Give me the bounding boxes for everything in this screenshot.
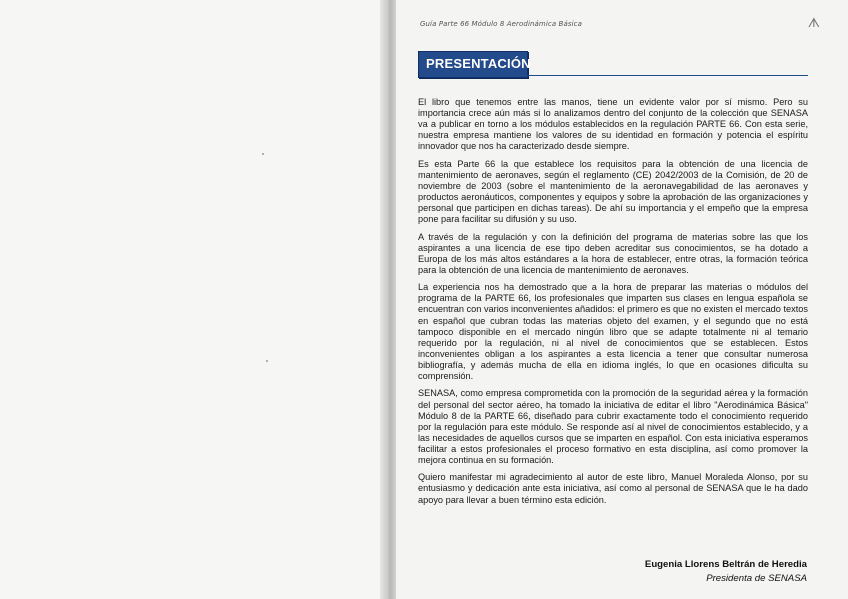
title-underline [526, 75, 808, 76]
body-text [418, 97, 808, 512]
paragraph: Quiero manifestar mi agradecimiento al autor de este libro, Manuel Moraleda Alonso, por su entusiasmo y dedicación ante esta iniciativa, así como al personal de SENASA que le ha dado apoyo para llevar a buen término esta edición. [418, 472, 808, 505]
left-blank-page [0, 0, 386, 599]
paper-speck [262, 153, 264, 155]
page-title: PRESENTACIÓN [426, 56, 531, 71]
right-page [396, 0, 848, 599]
signature-block [645, 558, 807, 586]
paragraph: Es esta Parte 66 la que establece los requisitos para la obtención de una licencia de mantenimiento de aeronaves, según el reglamento (CE) 2042/2003 de la Comisión, de 20 de noviembre de 2003 (sobre el mantenimiento de la aeronavegabilidad de las aeronaves y productos aeronáuticos, componentes y equipos y sobre la aprobación de las organizaciones y personal que participen en dichas tareas). De ahí su importancia y el empeño que la empresa pone para facilitar su difusión y su uso. [418, 158, 808, 225]
paper-speck [266, 360, 268, 362]
paragraph: A través de la regulación y con la definición del programa de materias sobre las que los aspirantes a una licencia de ese tipo deben acreditar sus conocimientos, se ha dotado a Europa de los más altos estándares a la hora de establecer, entre otras, la formación teórica para la obtención de una licencia de mantenimiento de aeronaves. [418, 231, 808, 275]
paragraph: SENASA, como empresa comprometida con la promoción de la seguridad aérea y la formación del personal del sector aéreo, ha tomado la iniciativa de editar el libro "Aerodinámica Básica" Módulo 8 de la PARTE 66, diseñado para cubrir exactamente todo el conocimiento requerido por la regulación para este módulo. Se responde así al nivel de conocimientos establecido, y a las necesidades de aquellos cursos que se imparten en español. Con esta iniciativa esperamos facilitar a estos profesionales el proceso formativo en esta disciplina, así como promover la mejora continua en su formación. [418, 388, 808, 465]
paragraph: La experiencia nos ha demostrado que a la hora de preparar las materias o módulos del programa de la PARTE 66, los profesionales que imparten sus clases en lengua española se encuentran con varios inconvenientes añadidos: el primero es que no existen el mercado textos en español que cubran todas las materias objeto del examen, y el segundo que no está tampoco disponible en el mercado ningún libro que se adapte totalmente ni al temario requerido por la regulación, ni al nivel de conocimientos que se establecen. Estos inconvenientes obligan a los aspirantes a esta licencia a tener que consultar numerosa bibliografía, y además mucha de ella en idioma inglés, lo que en ocasiones dificulta su comprensión. [418, 282, 808, 382]
signatory-role: Presidenta de SENASA [706, 573, 807, 584]
signatory-name: Eugenia Llorens Beltrán de Heredia [644, 559, 807, 570]
paragraph: El libro que tenemos entre las manos, tiene un evidente valor por sí mismo. Pero su importancia crece aún más si lo analizamos dentro del conjunto de la colección que SENASA va a publicar en torno a los módulos establecidos en la regulación PARTE 66. Con esta serie, nuestra empresa mantiene los valores de su identidad en formación y potencia el espíritu innovador que nos ha caracterizado desde siempre. [418, 97, 808, 152]
corner-logo-icon: ᗑ [807, 16, 820, 31]
running-header: Guía Parte 66 Módulo 8 Aerodinámica Básica [420, 20, 582, 28]
